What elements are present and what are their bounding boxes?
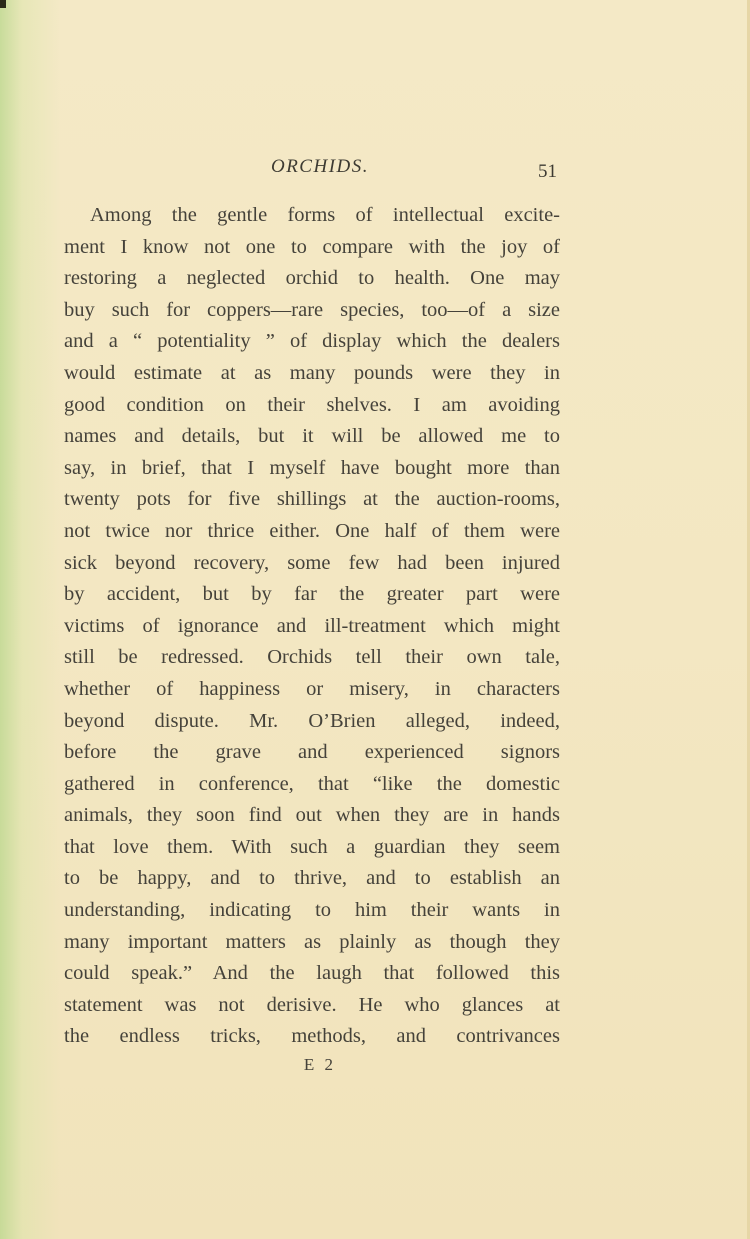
text-line: beyond dispute. Mr. O’Brien alleged, indeed,	[64, 709, 560, 732]
text-line: understanding, indicating to him their wants in	[64, 899, 560, 922]
text-line: that love them. With such a guardian they seem	[64, 835, 560, 858]
signature-mark: E 2	[303, 1055, 337, 1074]
text-line: still be redressed. Orchids tell their own tale,	[64, 646, 560, 669]
text-line: to be happy, and to thrive, and to establish an	[64, 867, 560, 890]
text-line: statement was not derisive. He who glances at	[64, 993, 560, 1016]
text-line: Among the gentle forms of intellectual excite-	[90, 204, 560, 226]
page-number: 51	[538, 161, 557, 182]
text-line: buy such for coppers—rare species, too—of a size	[64, 298, 560, 321]
text-line: would estimate at as many pounds were they in	[64, 361, 560, 384]
text-line: could speak.” And the laugh that followed this	[64, 962, 560, 985]
text-line: restoring a neglected orchid to health. One may	[64, 267, 560, 290]
body-paragraph	[64, 200, 560, 1053]
text-line: good condition on their shelves. I am avoiding	[64, 393, 560, 416]
text-line: ment I know not one to compare with the joy of	[64, 235, 560, 258]
text-line: victims of ignorance and ill-treatment which might	[64, 614, 560, 637]
text-line: many important matters as plainly as though they	[64, 930, 560, 953]
scan-edge-shadow	[0, 0, 6, 8]
text-line: sick beyond recovery, some few had been injured	[64, 551, 560, 574]
text-line: not twice nor thrice either. One half of them were	[64, 519, 560, 542]
text-line: whether of happiness or misery, in characters	[64, 677, 560, 700]
running-title: ORCHIDS.	[270, 156, 370, 177]
text-line: by accident, but by far the greater part were	[64, 583, 560, 606]
text-line: twenty pots for five shillings at the auction-rooms,	[64, 488, 560, 511]
text-line: names and details, but it will be allowed me to	[64, 425, 560, 448]
text-line: before the grave and experienced signors	[64, 741, 560, 764]
text-line: say, in brief, that I myself have bought more than	[64, 456, 560, 479]
text-line: the endless tricks, methods, and contrivances	[64, 1025, 560, 1048]
text-line: gathered in conference, that “like the domestic	[64, 772, 560, 795]
text-line: and a “ potentiality ” of display which the dealers	[64, 330, 560, 353]
text-line: animals, they soon find out when they are in hands	[64, 804, 560, 827]
